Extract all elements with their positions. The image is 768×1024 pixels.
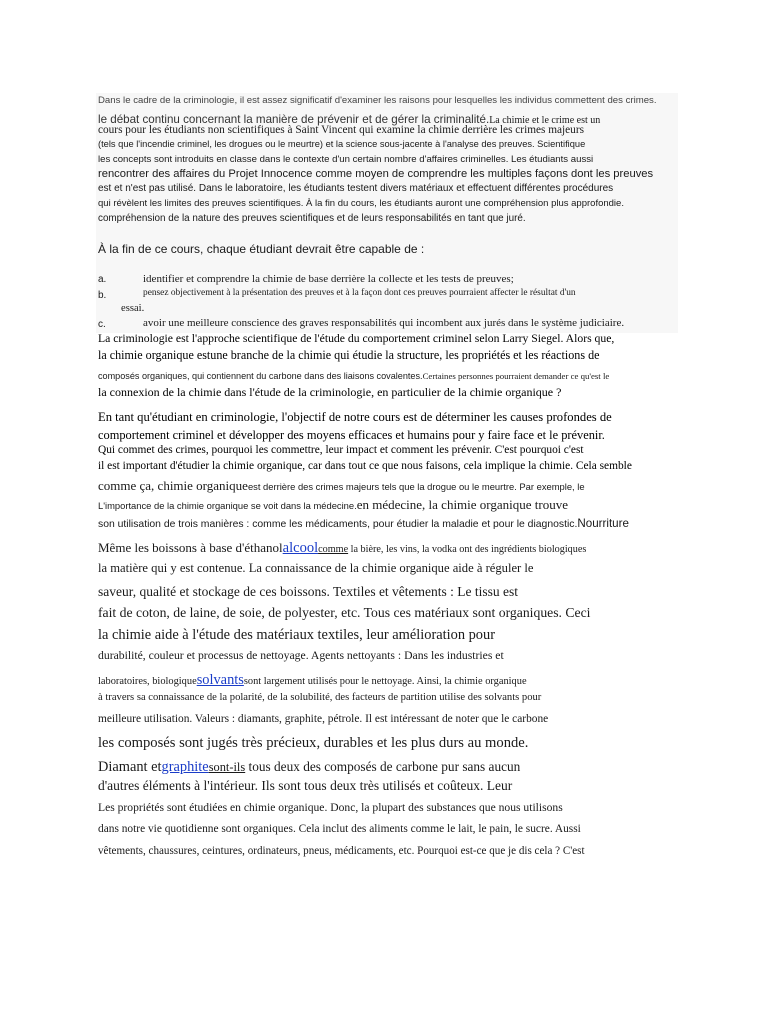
body-line-part: Même les boissons à base d'éthanol [98, 540, 283, 555]
body-line-part: laboratoires, biologique [98, 676, 197, 687]
list-item-continuation: essai. [121, 303, 145, 314]
list-item-text: pensez objectivement à la présentation des preuves et à la façon dont ces preuves pourraient affecter le résultat d'un [143, 288, 576, 298]
body-line [98, 672, 527, 688]
body-line-part: comme ça, chimie organique [98, 478, 248, 493]
body-line: dans notre vie quotidienne sont organiques. Cela inclut des aliments comme le lait, le pain, le sucre. Aussi [98, 823, 581, 835]
body-line-part: Nourriture [577, 517, 629, 530]
body-line [98, 540, 586, 556]
intro-line: cours pour les étudiants non scientifiques à Saint Vincent qui examine la chimie derrière les crimes majeurs [98, 124, 584, 136]
intro-line: qui révèlent les limites des preuves scientifiques. À la fin du cours, les étudiants auront une compréhension plus approfondie. [98, 198, 624, 209]
body-line-part: L'importance de la chimie organique se voit dans la médecine. [98, 500, 357, 511]
body-line: il est important d'étudier la chimie organique, car dans tout ce que nous faisons, cela implique la chimie. Cela semble [98, 460, 632, 472]
body-line: durabilité, couleur et processus de nettoyage. Agents nettoyants : Dans les industries et [98, 649, 504, 662]
body-line [98, 515, 629, 531]
body-line: En tant qu'étudiant en criminologie, l'objectif de notre cours est de déterminer les causes profondes de [98, 410, 612, 424]
body-line-part: Certaines personnes pourraient demander ce qu'est le [422, 371, 610, 381]
intro-line-part: La chimie et le crime est un [489, 115, 601, 126]
body-line: vêtements, chaussures, ceintures, ordinateurs, pneus, médicaments, etc. Pourquoi est-ce que je dis cela ? C'est [98, 845, 585, 857]
list-item-text: avoir une meilleure conscience des graves responsabilités qui incombent aux jurés dans le système judiciaire. [143, 317, 625, 329]
intro-line: (tels que l'incendie criminel, les drogues ou le meurtre) et la science sous-jacente à l'analyse des preuves. Scientifique [98, 139, 586, 149]
body-line-part: sont-ils [208, 760, 246, 774]
body-line-part: tous deux des composés de carbone pur sans aucun [245, 759, 521, 774]
list-item-label: b. [98, 290, 107, 301]
body-line: à travers sa connaissance de la polarité, de la solubilité, des facteurs de partition utilise des solvants pour [98, 692, 542, 703]
body-line: fait de coton, de laine, de soie, de polyester, etc. Tous ces matériaux sont organiques. Ceci [98, 605, 591, 620]
body-line: la chimie aide à l'étude des matériaux textiles, leur amélioration pour [98, 627, 495, 643]
body-line-part: est derrière des crimes majeurs tels que la drogue ou le meurtre. Par exemple, le [247, 481, 585, 492]
list-item-label: a. [98, 274, 107, 285]
body-line: d'autres éléments à l'intérieur. Ils sont tous deux très utilisés et coûteux. Leur [98, 778, 513, 793]
body-line: la chimie organique estune branche de la chimie qui étudie la structure, les propriétés et les réactions de [98, 348, 600, 362]
body-line-part: composés organiques, qui contiennent du carbone dans des liaisons covalentes. [98, 371, 423, 381]
body-line: la matière qui y est contenue. La connaissance de la chimie organique aide à réguler le [98, 561, 534, 575]
body-line [98, 367, 609, 383]
intro-line: compréhension de la nature des preuves scientifiques et de leurs responsabilités en tant que juré. [98, 213, 526, 224]
intro-line: est et n'est pas utilisé. Dans le laboratoire, les étudiants testent divers matériaux et effectuent différentes procédures [98, 183, 614, 194]
objectives-intro: À la fin de ce cours, chaque étudiant devrait être capable de : [98, 242, 425, 256]
body-line-part: comme [318, 544, 349, 555]
body-line: saveur, qualité et stockage de ces boissons. Textiles et vêtements : Le tissu est [98, 584, 519, 599]
list-item-text: identifier et comprendre la chimie de base derrière la collecte et les tests de preuves; [143, 273, 514, 285]
intro-line-part: le débat continu concernant la manière de prévenir et de gérer la criminalité. [98, 113, 490, 126]
body-line-part: Diamant et [98, 759, 162, 775]
body-line: Les propriétés sont étudiées en chimie organique. Donc, la plupart des substances que nous utilisons [98, 801, 563, 814]
intro-line: rencontrer des affaires du Projet Innocence comme moyen de comprendre les multiples façons dont les preuves [98, 168, 654, 180]
body-line: La criminologie est l'approche scientifique de l'étude du comportement criminel selon Larry Siegel. Alors que, [98, 332, 615, 345]
list-item-label: c. [98, 319, 106, 330]
body-line: les composés sont jugés très précieux, durables et les plus durs au monde. [98, 735, 529, 751]
body-line [98, 478, 585, 494]
graphite-link[interactable]: graphite [161, 759, 209, 775]
body-line: la connexion de la chimie dans l'étude de la criminologie, en particulier de la chimie organique ? [98, 385, 562, 399]
intro-line: les concepts sont introduits en classe dans le contexte d'un certain nombre d'affaires criminelles. Les étudiants aussi [98, 154, 594, 165]
body-line: meilleure utilisation. Valeurs : diamants, graphite, pétrole. Il est intéressant de noter que le carbone [98, 713, 549, 725]
body-line-part: la bière, les vins, la vodka ont des ingrédients biologiques [348, 544, 587, 555]
body-line-part: en médecine, la chimie organique trouve [356, 497, 569, 512]
body-line-part: sont largement utilisés pour le nettoyage. Ainsi, la chimie organique [243, 676, 527, 687]
alcool-link[interactable]: alcool [282, 540, 319, 556]
body-line-part: son utilisation de trois manières : comme les médicaments, pour étudier la maladie et pour le diagnostic. [98, 519, 578, 530]
solvants-link[interactable]: solvants [196, 672, 244, 688]
body-line: Qui commet des crimes, pourquoi les commettre, leur impact et comment les prévenir. C'est pourquoi c'est [98, 444, 584, 456]
body-line [98, 497, 568, 513]
body-line [98, 759, 520, 775]
intro-line: Dans le cadre de la criminologie, il est assez significatif d'examiner les raisons pour lesquelles les individus commettent des crimes. [98, 95, 657, 106]
body-line: comportement criminel et développer des moyens efficaces et humains pour y faire face et le prévenir. [98, 428, 605, 442]
